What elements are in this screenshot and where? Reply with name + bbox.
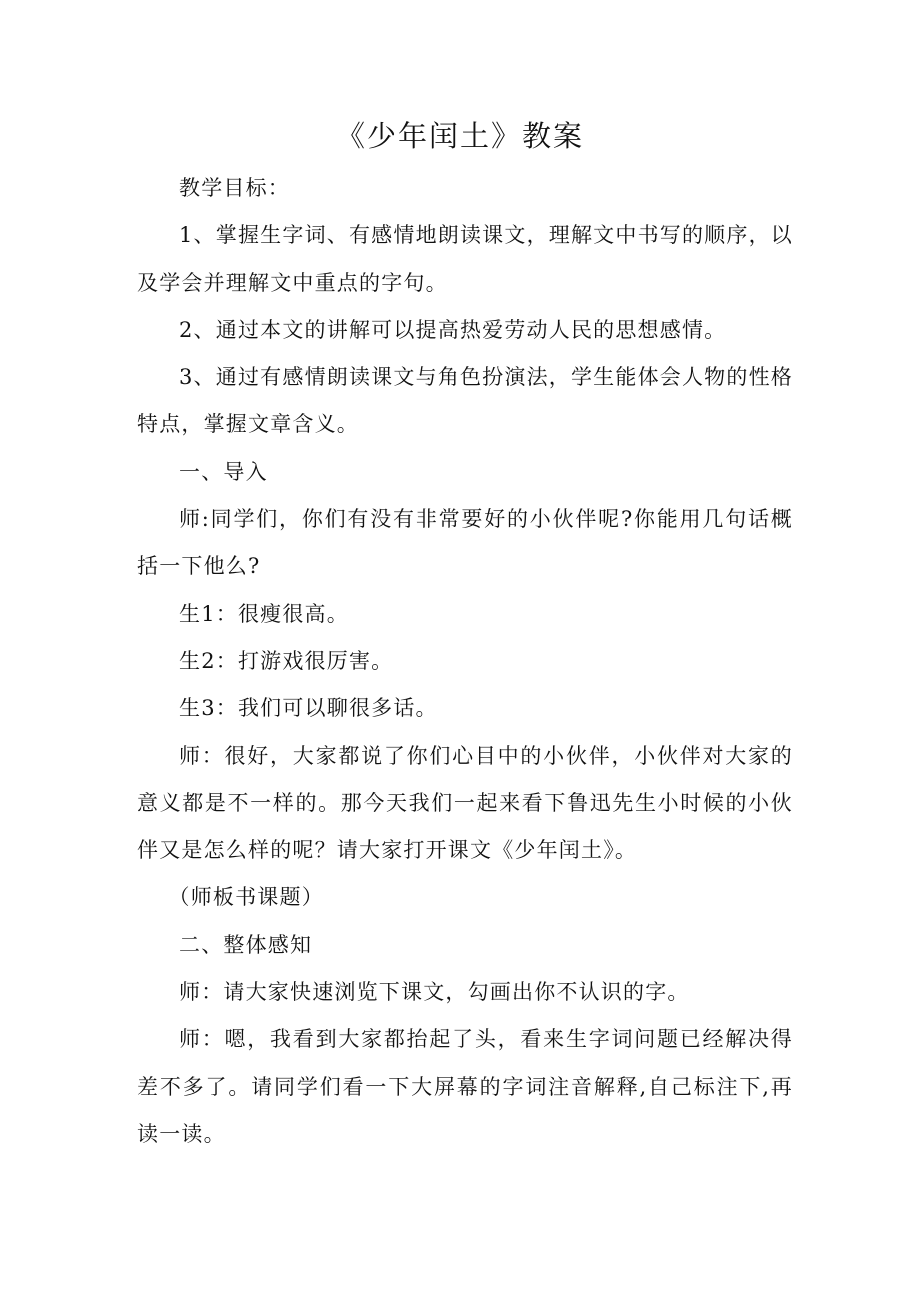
section-heading-introduction: 一、导入 (179, 459, 268, 484)
paragraph-objective-3: 3、通过有感情朗读课文与角色扮演法，学生能体会人物的性格特点，掌握文章含义。 (137, 365, 793, 437)
paragraph-teacher-question: 师:同学们，你们有没有非常要好的小伙伴呢?你能用几句话概括一下他么? (137, 507, 793, 579)
paragraph-objective-2: 2、通过本文的讲解可以提高热爱劳动人民的思想感情。 (179, 317, 727, 342)
paragraph-teacher-instruction: 师：请大家快速浏览下课文，勾画出你不认识的字。 (179, 980, 690, 1005)
paragraph-student-1: 生1：很瘦很高。 (179, 601, 349, 626)
document-title: 《少年闰土》教案 (335, 119, 584, 153)
section-heading-overall-perception: 二、整体感知 (179, 932, 313, 957)
paragraph-student-2: 生2：打游戏很厉害。 (179, 648, 394, 673)
paragraph-board-note: （师板书课题） (168, 885, 324, 910)
document-body (137, 165, 793, 1158)
paragraph-objectives-heading: 教学目标： (179, 176, 290, 200)
paragraph-objective-1: 1、掌握生字词、有感情地朗读课文，理解文中书写的顺序，以及学会并理解文中重点的字句。 (137, 223, 793, 295)
paragraph-student-3: 生3：我们可以聊很多话。 (179, 696, 438, 721)
paragraph-teacher-followup: 师：嗯，我看到大家都抬起了头，看来生字词问题已经解决得差不多了。请同学们看一下大屏幕的字词注音解释,自己标注下,再读一读。 (137, 1027, 793, 1146)
paragraph-teacher-response: 师：很好，大家都说了你们心目中的小伙伴，小伙伴对大家的意义都是不一样的。那今天我们一起来看下鲁迅先生小时候的小伙伴又是怎么样的呢？请大家打开课文《少年闰土》。 (137, 743, 793, 863)
